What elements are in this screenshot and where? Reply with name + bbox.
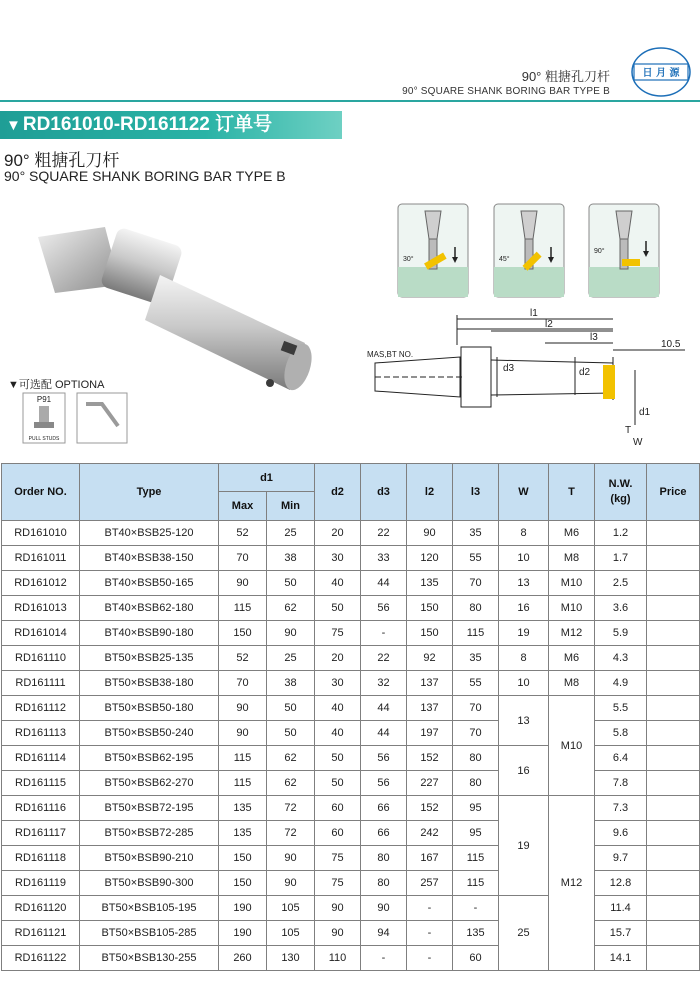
cell-nw: 12.8 [595,871,647,896]
cell-order-no: RD161013 [2,596,80,621]
cell-d1-min: 72 [267,796,315,821]
dim-l1: l1 [530,308,538,319]
table-row [2,696,700,721]
cell-l2: - [407,946,453,971]
cell-t: M10 [549,571,595,596]
cell-d3: 32 [361,671,407,696]
table-row [2,921,700,946]
dim-l2: l2 [545,319,553,330]
cell-order-no: RD161114 [2,746,80,771]
cell-order-no: RD161113 [2,721,80,746]
cell-d1-min: 90 [267,846,315,871]
cell-w: 10 [499,671,549,696]
cell-l3: 115 [453,871,499,896]
cell-type: BT50×BSB72-195 [80,796,219,821]
cell-l3: 80 [453,596,499,621]
cell-d1-max: 90 [219,696,267,721]
cell-price [647,621,700,646]
cell-w: 13 [499,571,549,596]
col-price: Price [647,464,700,521]
cell-l2: 152 [407,746,453,771]
dim-d2: d2 [579,367,591,378]
cell-d2: 30 [315,671,361,696]
cell-d1-max: 90 [219,721,267,746]
col-type: Type [80,464,219,521]
cell-d1-min: 90 [267,621,315,646]
cell-d1-max: 190 [219,921,267,946]
cell-d3: 44 [361,721,407,746]
cell-d2: 60 [315,796,361,821]
col-d1-min: Min [267,492,315,521]
header-title-en: 90° SQUARE SHANK BORING BAR TYPE B [402,86,610,97]
cell-l3: 55 [453,546,499,571]
cell-l2: 197 [407,721,453,746]
cell-order-no: RD161120 [2,896,80,921]
spec-table [1,463,700,971]
dim-d3: d3 [503,363,515,374]
table-row [2,946,700,971]
subtitle-cn: 90° 粗搪孔刀杆 [4,151,120,170]
cell-type: BT50×BSB72-285 [80,821,219,846]
cell-l2: - [407,921,453,946]
cell-l3: 70 [453,696,499,721]
dim-t: T [625,425,632,436]
pull-stud-image [22,392,66,444]
cell-d3: 44 [361,696,407,721]
cell-d3: 90 [361,896,407,921]
cell-type: BT50×BSB50-240 [80,721,219,746]
angle-45-diagram [493,203,565,298]
cell-d1-min: 50 [267,571,315,596]
cell-d3: 80 [361,871,407,896]
cell-type: BT40×BSB90-180 [80,621,219,646]
cell-l2: - [407,896,453,921]
cell-l2: 92 [407,646,453,671]
header-title-cn: 90° 粗搪孔刀杆 [521,69,610,84]
table-row [2,796,700,821]
cell-order-no: RD161116 [2,796,80,821]
cell-t: M6 [549,521,595,546]
cell-nw: 1.7 [595,546,647,571]
table-row [2,771,700,796]
title-text: RD161010-RD161122 订单号 [22,114,273,135]
cell-nw: 14.1 [595,946,647,971]
cell-type: BT50×BSB25-135 [80,646,219,671]
dim-d1: d1 [639,407,651,418]
cell-w: 19 [499,621,549,646]
cell-price [647,671,700,696]
cell-l2: 152 [407,796,453,821]
cell-d1-max: 150 [219,621,267,646]
cell-d1-max: 90 [219,571,267,596]
cell-nw: 5.5 [595,696,647,721]
cell-d2: 40 [315,721,361,746]
cell-d1-min: 90 [267,871,315,896]
cell-d2: 40 [315,696,361,721]
cell-price [647,571,700,596]
cell-l2: 227 [407,771,453,796]
cell-d2: 20 [315,521,361,546]
cell-d3: 22 [361,521,407,546]
cell-t: M12 [549,621,595,646]
col-t: T [549,464,595,521]
cell-type: BT40×BSB62-180 [80,596,219,621]
cell-l3: 70 [453,721,499,746]
cell-type: BT40×BSB38-150 [80,546,219,571]
cell-price [647,896,700,921]
company-logo [630,44,692,100]
cell-t: M6 [549,646,595,671]
cell-l2: 135 [407,571,453,596]
dim-10-5: 10.5 [661,339,681,350]
cell-d1-max: 115 [219,596,267,621]
cell-d2: 50 [315,771,361,796]
cell-l3: 135 [453,921,499,946]
cell-w: 16 [499,746,549,796]
cell-nw: 15.7 [595,921,647,946]
cell-type: BT40×BSB25-120 [80,521,219,546]
hex-wrench-image [76,392,128,444]
cell-d2: 60 [315,821,361,846]
cell-d2: 40 [315,571,361,596]
table-row [2,721,700,746]
col-l3: l3 [453,464,499,521]
cell-t: M8 [549,671,595,696]
col-l2: l2 [407,464,453,521]
cell-d1-min: 25 [267,521,315,546]
cell-d2: 20 [315,646,361,671]
cell-nw: 7.3 [595,796,647,821]
cell-d1-min: 72 [267,821,315,846]
cell-d1-max: 135 [219,821,267,846]
table-row [2,571,700,596]
cell-d1-max: 115 [219,771,267,796]
cell-l3: 55 [453,671,499,696]
pull-stud-code: P91 [36,395,52,404]
cell-price [647,771,700,796]
cell-l2: 137 [407,671,453,696]
cell-d1-max: 150 [219,871,267,896]
cell-price [647,746,700,771]
cell-l3: 60 [453,946,499,971]
cell-nw: 2.5 [595,571,647,596]
cell-d1-min: 62 [267,596,315,621]
cell-order-no: RD161119 [2,871,80,896]
cell-d1-min: 38 [267,671,315,696]
cell-nw: 4.9 [595,671,647,696]
cell-d3: 22 [361,646,407,671]
cell-d3: - [361,946,407,971]
cell-d1-min: 62 [267,746,315,771]
cell-l2: 120 [407,546,453,571]
cell-t: M10 [549,696,595,796]
cell-price [647,721,700,746]
cell-type: BT50×BSB130-255 [80,946,219,971]
cell-nw: 5.9 [595,621,647,646]
options-label: ▼可选配 OPTIONA [8,379,105,391]
technical-drawing [365,305,695,455]
title-bar [0,111,342,139]
table-row [2,821,700,846]
cell-d3: 33 [361,546,407,571]
cell-d3: 94 [361,921,407,946]
col-d1-max: Max [219,492,267,521]
table-row [2,621,700,646]
cell-d1-min: 105 [267,921,315,946]
table-row [2,546,700,571]
cell-l3: 95 [453,796,499,821]
col-d3: d3 [361,464,407,521]
cell-w: 19 [499,796,549,896]
cell-price [647,821,700,846]
cell-nw: 3.6 [595,596,647,621]
dim-l3: l3 [590,332,598,343]
cell-order-no: RD161111 [2,671,80,696]
cell-type: BT50×BSB50-180 [80,696,219,721]
cell-nw: 6.4 [595,746,647,771]
cell-price [647,521,700,546]
cell-order-no: RD161012 [2,571,80,596]
cell-d1-max: 70 [219,546,267,571]
cell-d2: 30 [315,546,361,571]
cell-nw: 9.6 [595,821,647,846]
cell-d1-min: 38 [267,546,315,571]
cell-price [647,646,700,671]
cell-type: BT50×BSB38-180 [80,671,219,696]
table-row [2,646,700,671]
cell-d2: 75 [315,621,361,646]
cell-d1-max: 135 [219,796,267,821]
header-divider [0,100,700,102]
cell-l2: 150 [407,596,453,621]
cell-nw: 7.8 [595,771,647,796]
cell-order-no: RD161118 [2,846,80,871]
triangle-icon: ▼ [6,117,21,134]
cell-type: BT50×BSB62-195 [80,746,219,771]
cell-t: M8 [549,546,595,571]
table-row [2,896,700,921]
cell-d1-max: 150 [219,846,267,871]
table-row [2,596,700,621]
cell-type: BT50×BSB90-210 [80,846,219,871]
cell-order-no: RD161014 [2,621,80,646]
table-row [2,671,700,696]
cell-price [647,846,700,871]
cell-w: 13 [499,696,549,746]
cell-nw: 9.7 [595,846,647,871]
cell-l2: 167 [407,846,453,871]
cell-price [647,796,700,821]
cell-d1-max: 115 [219,746,267,771]
cell-type: BT50×BSB62-270 [80,771,219,796]
angle-30-label: 30° [403,256,414,263]
cell-d1-max: 190 [219,896,267,921]
cell-w: 25 [499,896,549,971]
cell-l2: 150 [407,621,453,646]
col-order-no: Order NO. [2,464,80,521]
angle-45-label: 45° [499,256,510,263]
cell-d3: 66 [361,796,407,821]
cell-l3: 95 [453,821,499,846]
cell-d3: 56 [361,771,407,796]
cell-type: BT50×BSB105-285 [80,921,219,946]
cell-d3: 44 [361,571,407,596]
cell-l2: 242 [407,821,453,846]
cell-d2: 50 [315,746,361,771]
angle-30-diagram [397,203,469,298]
cell-d3: 56 [361,746,407,771]
cell-order-no: RD161110 [2,646,80,671]
cell-price [647,696,700,721]
cell-l3: 35 [453,521,499,546]
cell-nw: 11.4 [595,896,647,921]
cell-d1-min: 62 [267,771,315,796]
cell-type: BT50×BSB105-195 [80,896,219,921]
cell-order-no: RD161112 [2,696,80,721]
angle-90-label: 90° [594,248,605,255]
cell-d2: 75 [315,871,361,896]
cell-l2: 90 [407,521,453,546]
cell-d3: 56 [361,596,407,621]
cell-nw: 4.3 [595,646,647,671]
cell-l3: 115 [453,846,499,871]
cell-price [647,921,700,946]
cell-w: 10 [499,546,549,571]
cell-type: BT50×BSB90-300 [80,871,219,896]
cell-l2: 257 [407,871,453,896]
col-w: W [499,464,549,521]
cell-d2: 75 [315,846,361,871]
pull-stud-caption: PULL STUDS [28,436,60,442]
table-row [2,871,700,896]
cell-t: M12 [549,796,595,971]
cell-d3: 80 [361,846,407,871]
cell-order-no: RD161011 [2,546,80,571]
table-row [2,846,700,871]
cell-d2: 90 [315,896,361,921]
cell-l3: 80 [453,746,499,771]
cell-d1-max: 260 [219,946,267,971]
angle-90-diagram [588,203,660,298]
cell-d1-min: 130 [267,946,315,971]
cell-type: BT40×BSB50-165 [80,571,219,596]
cell-order-no: RD161122 [2,946,80,971]
cell-l3: 80 [453,771,499,796]
cell-price [647,546,700,571]
cell-d3: 66 [361,821,407,846]
cell-order-no: RD161117 [2,821,80,846]
cell-d1-min: 50 [267,721,315,746]
cell-t: M10 [549,596,595,621]
cell-d2: 50 [315,596,361,621]
cell-d1-min: 105 [267,896,315,921]
cell-l3: 35 [453,646,499,671]
dim-w: W [633,437,643,448]
cell-w: 16 [499,596,549,621]
cell-order-no: RD161010 [2,521,80,546]
cell-l2: 137 [407,696,453,721]
logo-text: 日 月 源 [642,68,680,79]
cell-l3: 70 [453,571,499,596]
mas-bt-label: MAS,BT NO. [367,350,414,359]
cell-price [647,871,700,896]
cell-d2: 110 [315,946,361,971]
table-row [2,521,700,546]
cell-nw: 5.8 [595,721,647,746]
cell-d2: 90 [315,921,361,946]
col-d2: d2 [315,464,361,521]
cell-order-no: RD161121 [2,921,80,946]
cell-d1-min: 50 [267,696,315,721]
cell-price [647,596,700,621]
col-nw: N.W. (kg) [595,464,647,521]
cell-d1-max: 52 [219,521,267,546]
table-row [2,746,700,771]
cell-d1-max: 70 [219,671,267,696]
cell-w: 8 [499,646,549,671]
cell-order-no: RD161115 [2,771,80,796]
cell-d1-max: 52 [219,646,267,671]
cell-nw: 1.2 [595,521,647,546]
cell-w: 8 [499,521,549,546]
cell-d1-min: 25 [267,646,315,671]
cell-l3: - [453,896,499,921]
col-d1: d1 [219,464,315,492]
subtitle-en: 90° SQUARE SHANK BORING BAR TYPE B [4,168,286,184]
cell-l3: 115 [453,621,499,646]
cell-d3: - [361,621,407,646]
cell-price [647,946,700,971]
